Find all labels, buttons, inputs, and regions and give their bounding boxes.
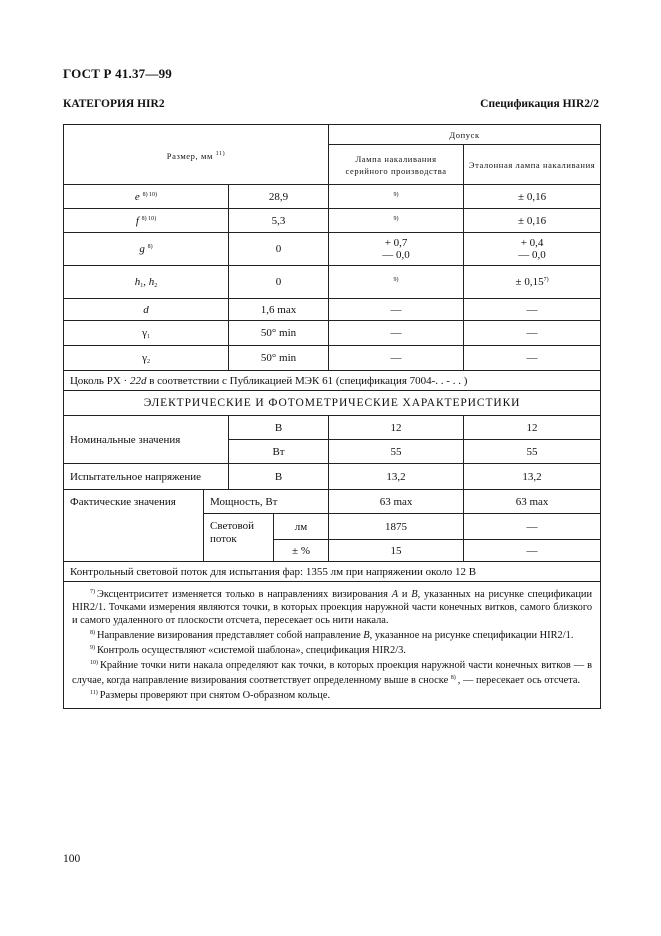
footnotes bbox=[64, 582, 601, 709]
dimension-symbol: f $^{8) 10)}$ bbox=[64, 209, 229, 233]
dimension-symbol: $\gamma_2$ bbox=[64, 346, 229, 371]
serial-lamp-header: Лампа накаливания серийного производства bbox=[329, 145, 464, 185]
footnote-7: $^{7)}$ Эксцентриситет изменяется только в направлениях визирования А и В, указанных на рисунке спецификации HIR2/1. Точками измерения являются точки, в которых проекция наружной части конечных витков, самого близкого и самого удаленного от плоскости отсчета, пересекает ось нити накала. bbox=[72, 589, 593, 626]
serial-tolerance: — bbox=[329, 299, 464, 321]
test-voltage-label: Испытательное напряжение bbox=[64, 464, 229, 490]
flux-label: Световой поток bbox=[204, 514, 274, 562]
table-row bbox=[64, 416, 601, 440]
reference-value: — bbox=[464, 514, 601, 540]
table-row bbox=[64, 346, 601, 371]
standard-code: ГОСТ Р 41.37—99 bbox=[63, 66, 172, 81]
unit-cell: ± % bbox=[274, 540, 329, 562]
power-label: Мощность, Вт bbox=[204, 490, 329, 514]
page-number: 100 bbox=[63, 853, 81, 865]
serial-tolerance: 9) bbox=[329, 185, 464, 209]
footnote-10: $^{10)}$ Крайние точки нити накала определяют как точки, в которых проекция наружной части конечных витков — в случае, когда направление визирования соответствует определенному выше в сноске $^{8)}$ , — пересекает ось отсчета. bbox=[72, 660, 593, 686]
serial-value: 1875 bbox=[329, 514, 464, 540]
dimension-symbol: $h_1$, $h_2$ bbox=[64, 266, 229, 299]
dimension-value: 0 bbox=[229, 233, 329, 266]
dimension-value: 0 bbox=[229, 266, 329, 299]
dimension-symbol: $\gamma_1$ bbox=[64, 321, 229, 346]
reference-tolerance: + 0,4 — 0,0 bbox=[464, 233, 601, 266]
unit-cell: лм bbox=[274, 514, 329, 540]
reference-lamp-header: Эталонная лампа накаливания bbox=[464, 145, 601, 185]
table-row bbox=[64, 233, 601, 266]
dimension-value: 50° min bbox=[229, 346, 329, 371]
dimension-symbol: g $^{8)}$ bbox=[64, 233, 229, 266]
reference-tolerance: — bbox=[464, 321, 601, 346]
footnote-9: $^{9)}$ Контроль осуществляют «системой шаблона», спецификация HIR2/3. bbox=[90, 645, 406, 656]
table-row bbox=[64, 490, 601, 514]
table-row bbox=[64, 185, 601, 209]
table-row bbox=[64, 266, 601, 299]
dimension-symbol: d bbox=[64, 299, 229, 321]
reference-tolerance: ± 0,16 bbox=[464, 209, 601, 233]
reference-value: 63 max bbox=[464, 490, 601, 514]
reference-value: 12 bbox=[464, 416, 601, 440]
reference-value: 55 bbox=[464, 440, 601, 464]
table-row bbox=[64, 299, 601, 321]
nominal-values-label: Номинальные значения bbox=[64, 416, 229, 464]
serial-tolerance: — bbox=[329, 321, 464, 346]
specification-title: Спецификация HIR2/2 bbox=[480, 98, 599, 110]
unit-cell: В bbox=[229, 416, 329, 440]
table-row bbox=[64, 321, 601, 346]
table-row bbox=[64, 464, 601, 490]
serial-tolerance: 9) bbox=[329, 266, 464, 299]
serial-tolerance: + 0,7 — 0,0 bbox=[329, 233, 464, 266]
footnote-11: $^{11)}$ Размеры проверяют при снятом О-образном кольце. bbox=[90, 690, 331, 701]
reference-tolerance: ± 0,16 bbox=[464, 185, 601, 209]
serial-value: 15 bbox=[329, 540, 464, 562]
serial-value: 55 bbox=[329, 440, 464, 464]
serial-value: 13,2 bbox=[329, 464, 464, 490]
reference-tolerance: ± $0,15^{7)}$ bbox=[464, 266, 601, 299]
serial-value: 12 bbox=[329, 416, 464, 440]
dimension-value: 50° min bbox=[229, 321, 329, 346]
reference-tolerance: — bbox=[464, 299, 601, 321]
actual-values-label: Фактические значения bbox=[64, 490, 204, 562]
serial-tolerance: — bbox=[329, 346, 464, 371]
category-title: КАТЕГОРИЯ HIR2 bbox=[63, 98, 165, 110]
serial-value: 63 max bbox=[329, 490, 464, 514]
dimension-value: 1,6 max bbox=[229, 299, 329, 321]
spec-table bbox=[63, 124, 601, 709]
section-title: ЭЛЕКТРИЧЕСКИЕ И ФОТОМЕТРИЧЕСКИЕ ХАРАКТЕРИСТИКИ bbox=[64, 391, 601, 416]
unit-cell: Вт bbox=[229, 440, 329, 464]
control-flux-note: Контрольный световой поток для испытания фар: 1355 лм при напряжении около 12 В bbox=[64, 562, 601, 582]
tolerance-header: Допуск bbox=[329, 125, 601, 145]
dimension-symbol: e $^{8) 10)}$ bbox=[64, 185, 229, 209]
reference-tolerance: — bbox=[464, 346, 601, 371]
table-row bbox=[64, 209, 601, 233]
dimension-value: 5,3 bbox=[229, 209, 329, 233]
footnote-8: $^{8)}$ Направление визирования представляет собой направление В, указанное на рисунке спецификации HIR2/1. bbox=[90, 630, 574, 641]
size-header: Размер, мм $^{11)}$ bbox=[64, 125, 329, 185]
reference-value: — bbox=[464, 540, 601, 562]
serial-tolerance: 9) bbox=[329, 209, 464, 233]
reference-value: 13,2 bbox=[464, 464, 601, 490]
dimension-value: 28,9 bbox=[229, 185, 329, 209]
cap-description: Цоколь PX · 22d в соответствии с Публикацией МЭК 61 (спецификация 7004-. . - . . ) bbox=[64, 371, 601, 391]
unit-cell: В bbox=[229, 464, 329, 490]
